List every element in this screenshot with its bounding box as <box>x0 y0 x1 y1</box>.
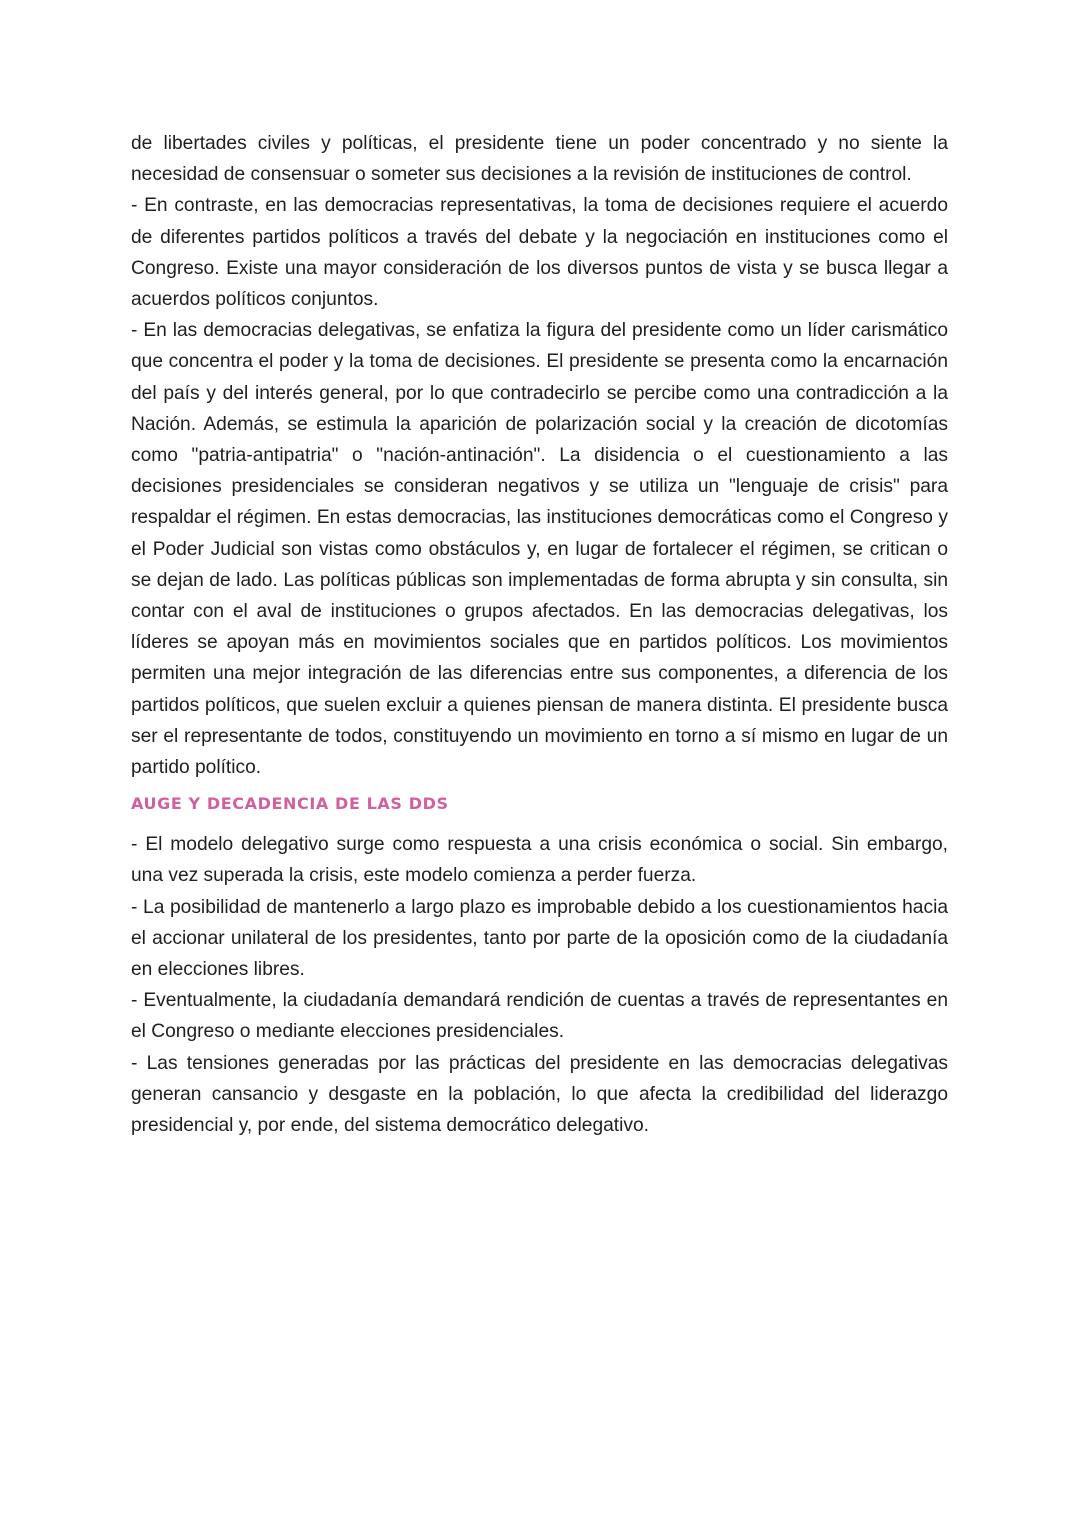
section-heading: AUGE Y DECADENCIA DE LAS DDS <box>131 794 449 814</box>
paragraph-delegative-democracies: - En las democracias delegativas, se enfatiza la figura del presidente como un líder carismático que concentra el poder y la toma de decisiones. El presidente se presenta como la encarnación del país y del interés general, por lo que contradecirlo se percibe como una contradicción a la Nación. Además, se estimula la aparición de polarización social y la creación de dicotomías como "patria-antipatria" o "nación-antinación". La disidencia o el cuestionamiento a las decisiones presidenciales se consideran negativos y se utiliza un "lenguaje de crisis" para respaldar el régimen. En estas democracias, las instituciones democráticas como el Congreso y el Poder Judicial son vistas como obstáculos y, en lugar de fortalecer el régimen, se critican o se dejan de lado. Las políticas públicas son implementadas de forma abrupta y sin consulta, sin contar con el aval de instituciones o grupos afectados. En las democracias delegativas, los líderes se apoyan más en movimientos sociales que en partidos políticos. Los movimientos permiten una mejor integración de las diferencias entre sus componentes, a diferencia de los partidos políticos, que suelen excluir a quienes piensan de manera distinta. El presidente busca ser el representante de todos, constituyendo un movimiento en torno a sí mismo en lugar de un partido político. <box>131 320 948 779</box>
paragraph-representative-democracies: - En contraste, en las democracias representativas, la toma de decisiones requiere el acuerdo de diferentes partidos políticos a través del debate y la negociación en instituciones como el Congreso. Existe una mayor consideración de los diversos puntos de vista y se busca llegar a acuerdos políticos conjuntos. <box>131 195 948 311</box>
paragraph-civil-liberties: de libertades civiles y políticas, el presidente tiene un poder concentrado y no siente la necesidad de consensuar o someter sus decisiones a la revisión de instituciones de control. <box>131 133 948 186</box>
paragraph-long-term: - La posibilidad de mantenerlo a largo plazo es improbable debido a los cuestionamientos hacia el accionar unilateral de los presidentes, tanto por parte de la oposición como de la ciudadanía en elecciones libres. <box>131 896 948 981</box>
paragraph-tensions: - Las tensiones generadas por las prácticas del presidente en las democracias delegativas generan cansancio y desgaste en la población, lo que afecta la credibilidad del liderazgo presidencial y, por ende, del sistema democrático delegativo. <box>131 1052 948 1137</box>
paragraph-accountability: - Eventualmente, la ciudadanía demandará rendición de cuentas a través de representantes en el Congreso o mediante elecciones presidenciales. <box>131 990 948 1043</box>
paragraph-origin: - El modelo delegativo surge como respuesta a una crisis económica o social. Sin embargo, una vez superada la crisis, este modelo comienza a perder fuerza. <box>131 834 948 887</box>
document-page <box>131 128 948 1141</box>
